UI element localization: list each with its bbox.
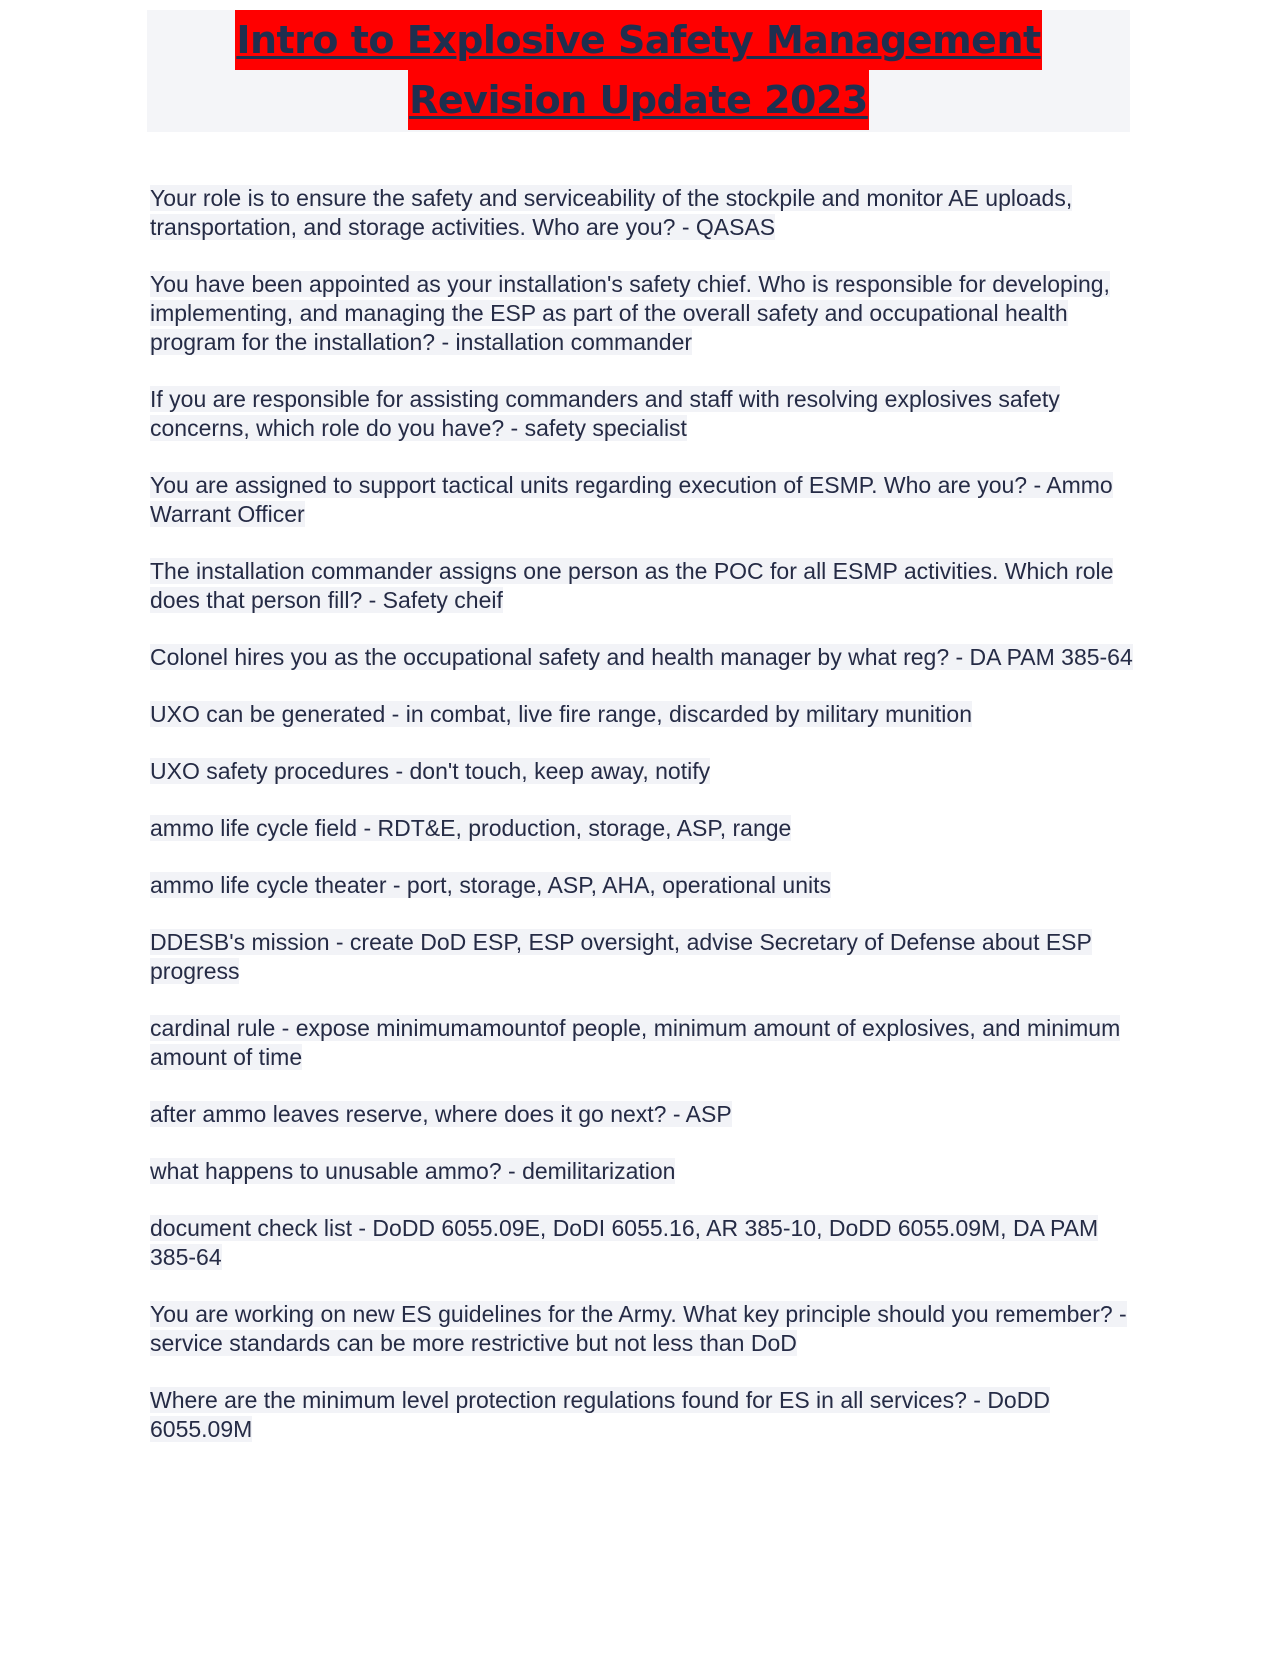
qa-text: Colonel hires you as the occupational safety and health manager by what reg? - DA PAM 385-64	[150, 644, 1133, 670]
qa-text: DDESB's mission - create DoD ESP, ESP oversight, advise Secretary of Defense about ESP progress	[150, 929, 1092, 984]
qa-item	[150, 814, 1135, 843]
qa-item	[150, 700, 1135, 729]
qa-text: what happens to unusable ammo? - demilitarization	[150, 1158, 676, 1184]
qa-text: ammo life cycle field - RDT&E, production, storage, ASP, range	[150, 815, 792, 841]
qa-text: ammo life cycle theater - port, storage, ASP, AHA, operational units	[150, 872, 831, 898]
qa-text: after ammo leaves reserve, where does it go next? - ASP	[150, 1101, 732, 1127]
qa-item	[150, 557, 1135, 615]
qa-item	[150, 385, 1135, 443]
qa-text: Your role is to ensure the safety and serviceability of the stockpile and monitor AE uploads, transportation, and storage activities. Who are you? - QASAS	[150, 185, 1073, 240]
qa-item	[150, 757, 1135, 786]
qa-list	[150, 184, 1135, 1472]
qa-item	[150, 1157, 1135, 1186]
qa-item	[150, 1386, 1135, 1444]
title-line-1: Intro to Explosive Safety Management	[235, 10, 1041, 70]
qa-item	[150, 643, 1135, 672]
qa-item	[150, 1300, 1135, 1358]
qa-text: You have been appointed as your installation's safety chief. Who is responsible for developing, implementing, and managing the ESP as part of the overall safety and occupational health program for the installation? - installation commander	[150, 271, 1110, 355]
qa-text: document check list - DoDD 6055.09E, DoDI 6055.16, AR 385-10, DoDD 6055.09M, DA PAM 385-64	[150, 1215, 1099, 1270]
qa-text: You are assigned to support tactical units regarding execution of ESMP. Who are you? - Ammo Warrant Officer	[150, 472, 1113, 527]
qa-item	[150, 270, 1135, 357]
qa-text: The installation commander assigns one person as the POC for all ESMP activities. Which role does that person fill? - Safety cheif	[150, 558, 1114, 613]
qa-item	[150, 871, 1135, 900]
title-block	[147, 10, 1130, 132]
qa-item	[150, 928, 1135, 986]
qa-text: UXO can be generated - in combat, live fire range, discarded by military munition	[150, 701, 973, 727]
qa-item	[150, 184, 1135, 242]
qa-item	[150, 1014, 1135, 1072]
qa-item	[150, 1214, 1135, 1272]
qa-text: If you are responsible for assisting commanders and staff with resolving explosives safety concerns, which role do you have? - safety specialist	[150, 386, 1060, 441]
qa-item	[150, 1100, 1135, 1129]
qa-text: You are working on new ES guidelines for the Army. What key principle should you remember? - service standards can be more restrictive but not less than DoD	[150, 1301, 1127, 1356]
qa-text: cardinal rule - expose minimumamountof people, minimum amount of explosives, and minimum amount of time	[150, 1015, 1121, 1070]
qa-text: UXO safety procedures - don't touch, keep away, notify	[150, 758, 711, 784]
qa-text: Where are the minimum level protection regulations found for ES in all services? - DoDD 6055.09M	[150, 1387, 1050, 1442]
qa-item	[150, 471, 1135, 529]
title-line-2: Revision Update 2023	[408, 70, 869, 130]
